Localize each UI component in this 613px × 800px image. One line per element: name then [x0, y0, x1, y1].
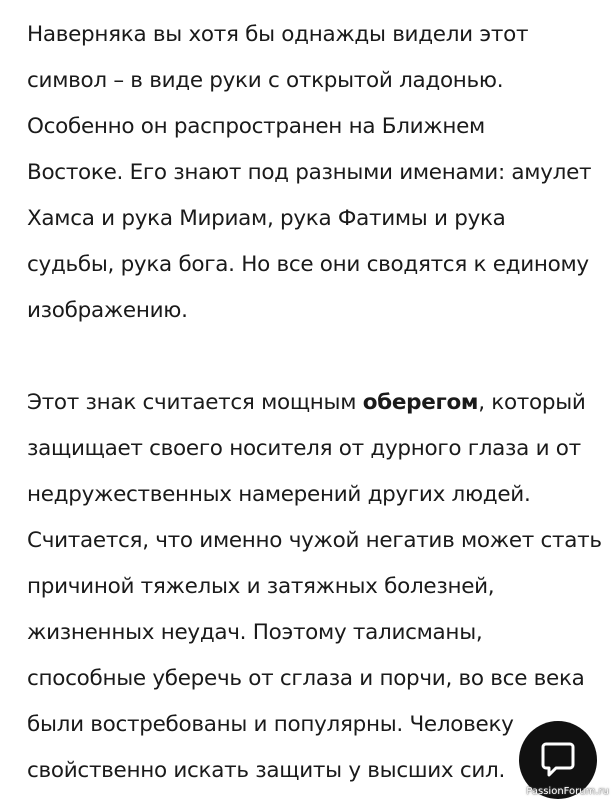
- text-line: причиной тяжелых и затяжных болезней,: [27, 574, 495, 599]
- text-line: были востребованы и популярны. Человеку: [27, 712, 514, 737]
- text-segment: , который: [478, 390, 586, 415]
- text-line: Востоке. Его знают под разными именами: амулет: [27, 160, 592, 185]
- watermark: PassionForum.ru: [526, 786, 609, 797]
- text-line: защищает своего носителя от дурного глаза и от: [27, 436, 581, 461]
- text-segment: Этот знак считается мощным: [27, 390, 363, 415]
- text-line: Хамса и рука Мириам, рука Фатимы и рука: [27, 206, 506, 231]
- text-line: Считается, что именно чужой негатив может стать: [27, 528, 602, 553]
- text-line: недружественных намерений других людей.: [27, 482, 531, 507]
- article-body: [27, 12, 602, 794]
- text-line: Наверняка вы хотя бы однажды видели этот: [27, 22, 529, 47]
- chat-bubble-icon: [540, 741, 576, 779]
- text-line: судьбы, рука бога. Но все они сводятся к единому: [27, 252, 589, 277]
- text-line: способные уберечь от сглаза и порчи, во все века: [27, 666, 585, 691]
- text-line: свойственно искать защиты у высших сил.: [27, 758, 506, 783]
- text-line: Особенно он распространен на Ближнем: [27, 114, 485, 139]
- paragraph-2: [27, 380, 602, 794]
- bold-term: оберегом: [362, 390, 479, 415]
- text-line: изображению.: [27, 298, 188, 323]
- text-line: жизненных неудач. Поэтому талисманы,: [27, 620, 483, 645]
- text-line: [27, 380, 599, 426]
- paragraph-1: [27, 12, 599, 334]
- text-line: символ – в виде руки с открытой ладонью.: [27, 68, 504, 93]
